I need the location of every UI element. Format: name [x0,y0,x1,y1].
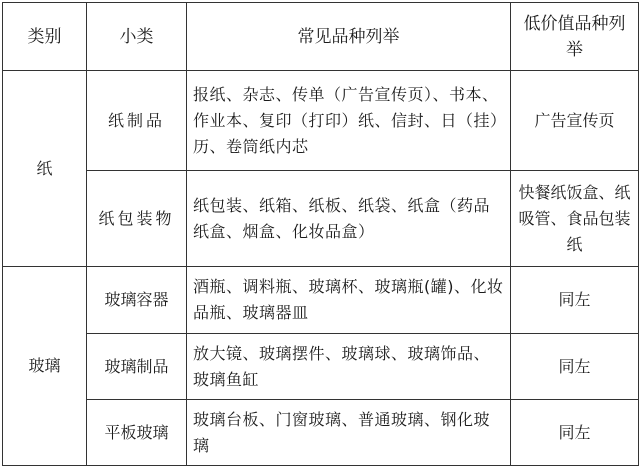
table-header-row [3,3,639,71]
examples-cell: 玻璃台板、门窗玻璃、普通玻璃、钢化玻璃 [187,400,511,466]
subcategory-cell: 玻璃制品 [87,334,187,400]
table-row [3,171,639,267]
low-value-cell: 同左 [511,267,639,334]
examples-cell: 放大镜、玻璃摆件、玻璃球、玻璃饰品、玻璃鱼缸 [187,334,511,400]
table-row [3,334,639,400]
header-category: 类别 [3,3,87,71]
header-low-value-examples: 低价值品种列举 [511,3,639,71]
low-value-cell: 同左 [511,400,639,466]
table-row [3,267,639,334]
header-subcategory: 小类 [87,3,187,71]
low-value-cell: 广告宣传页 [511,71,639,171]
header-common-examples: 常见品种列举 [187,3,511,71]
category-cell-paper: 纸 [3,71,87,267]
subcategory-cell: 玻璃容器 [87,267,187,334]
subcategory-cell: 纸制品 [87,71,187,171]
low-value-cell: 同左 [511,334,639,400]
subcategory-cell: 平板玻璃 [87,400,187,466]
table-row [3,400,639,466]
low-value-cell: 快餐纸饭盒、纸吸管、食品包装纸 [511,171,639,267]
table-row [3,71,639,171]
examples-cell: 纸包装、纸箱、纸板、纸袋、纸盒（药品纸盒、烟盒、化妆品盒） [187,171,511,267]
examples-cell: 酒瓶、调料瓶、玻璃杯、玻璃瓶(罐)、化妆品瓶、玻璃器皿 [187,267,511,334]
subcategory-cell: 纸包装物 [87,171,187,267]
category-cell-glass: 玻璃 [3,267,87,466]
examples-cell: 报纸、杂志、传单（广告宣传页）、书本、作业本、复印（打印）纸、信封、日（挂）历、卷筒纸内芯 [187,71,511,171]
waste-classification-table [2,2,639,466]
